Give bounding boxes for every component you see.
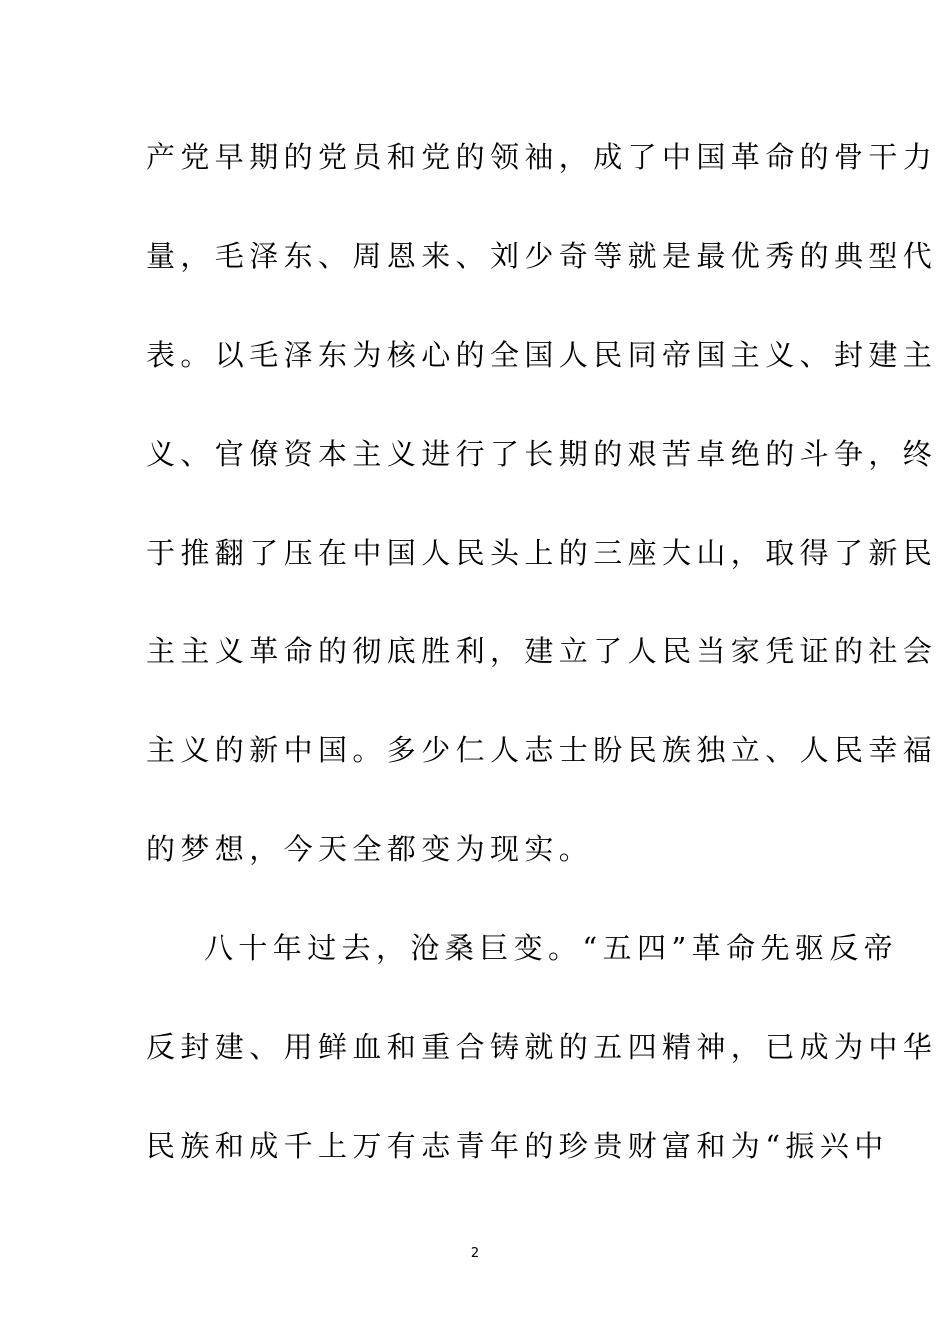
text-line: 主义的新中国。多少仁人志士盼民族独立、人民幸福: [146, 733, 938, 768]
body-text: [146, 132, 938, 1220]
text-line: 于推翻了压在中国人民头上的三座大山，取得了新民: [146, 535, 938, 570]
text-line: 的梦想，今天全都变为现实。: [146, 832, 594, 867]
text-line: 产党早期的党员和党的领袖，成了中国革命的骨干力: [146, 140, 938, 174]
text-line: 表。以毛泽东为核心的全国人民同帝国主义、封建主: [146, 337, 938, 372]
page-number: 2: [470, 1246, 480, 1261]
text-line: 量，毛泽东、周恩来、刘少奇等就是最优秀的典型代: [146, 238, 938, 273]
text-line: 义、官僚资本主义进行了长期的艰苦卓绝的斗争，终: [146, 436, 938, 471]
text-line: 主主义革命的彻底胜利，建立了人民当家凭证的社会: [146, 634, 938, 669]
text-line: 反封建、用鲜血和重合铸就的五四精神，已成为中华: [146, 1030, 938, 1065]
text-line: 八十年过去，沧桑巨变。“五四”革命先驱反帝: [204, 931, 899, 966]
text-line: 民族和成千上万有志青年的珍贵财富和为“振兴中: [146, 1128, 889, 1163]
